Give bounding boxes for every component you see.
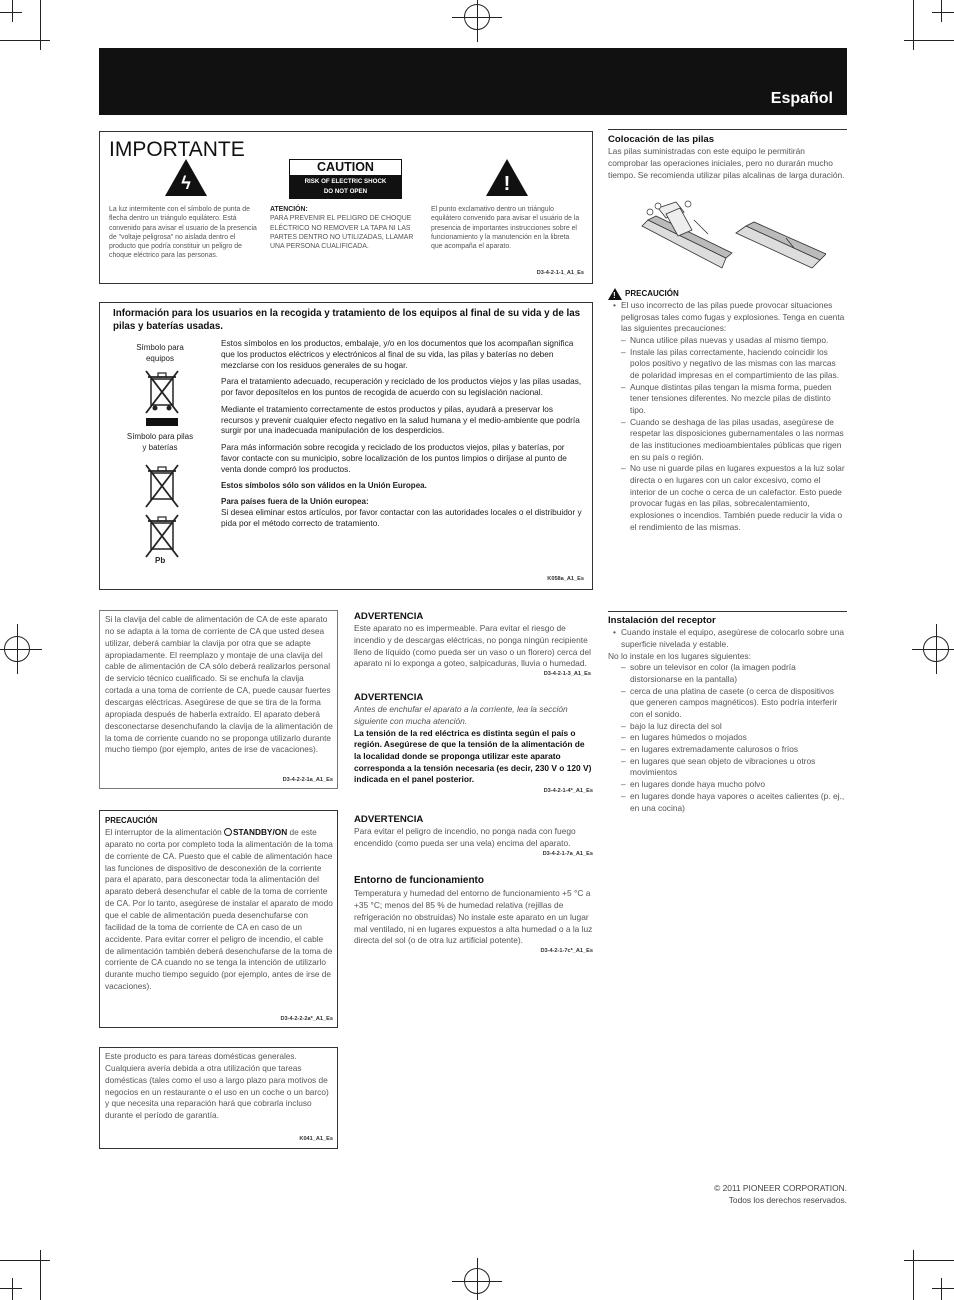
- batteries-rule: [608, 129, 847, 130]
- caution-sub1: RISK OF ELECTRIC SHOCK: [304, 178, 387, 185]
- weee-p4: Para más información sobre recogida y reciclado de los productos viejos, pilas y baterías, por favor contacte con su municipio, sobre localización de los puntos limpios o diríjase al punto de venta donde compró los productos.: [221, 442, 567, 474]
- right-column-batteries: [608, 133, 847, 181]
- warning1-code: D3-4-2-1-3_A1_Es: [543, 671, 591, 678]
- domestic-text: Este producto es para tareas domésticas generales. Cualquiera avería debida a otra utilización que tareas domésticas (tales como el uso a largo plazo para motivos de negocios en un restaurante o el uso en un coche o un barco) y que necesita una reparación hará que cobrarla incluso durante el período de garantía.: [105, 1051, 329, 1121]
- right-column-install: [608, 614, 847, 814]
- caution-heading-row: [608, 288, 847, 300]
- caution-item: – No use ni guarde pilas en lugares expuestos a la luz solar directa o en lugares con un calor excesivo, como el interior de un coche o cerca de un calefactor. Esto puede provocar fugas en las pilas, sobrecalentamiento, explosiones o incendios. También puede reducir la vida o el rendimiento de las mismas.: [608, 463, 847, 533]
- standby-box: [99, 810, 338, 1028]
- pb-label: Pb: [155, 556, 166, 565]
- caution-heading: PRECAUCIÓN: [625, 289, 679, 299]
- lightning-explanation: La luz intermitente con el símbolo de punta de flecha dentro un triángulo equilátero. Está convenido para avisar el usuario de la presencia de "voltaje peligrosa" no aislada dentro el producto que podría constituir un peligro de choque eléctrico para las personas.: [109, 206, 257, 260]
- attention-heading: ATENCIÓN:: [270, 206, 308, 213]
- crossed-bin-icon: [142, 463, 182, 509]
- lightning-glyph: ϟ: [181, 173, 191, 193]
- power-icon: [224, 828, 232, 836]
- install-heading: Instalación del receptor: [608, 615, 716, 626]
- install-rule: [608, 611, 847, 612]
- remote-battery-illustration: [636, 198, 826, 278]
- weee-p6: Si desea eliminar estos artículos, por favor contactar con las autoridades locales o el distribuidor y pida por el método correcto de tratamiento.: [221, 507, 582, 529]
- caution-bullets: [608, 300, 847, 335]
- rights-line: Todos los derechos reservados.: [728, 1195, 847, 1206]
- important-title: IMPORTANTE: [109, 138, 245, 161]
- weee-heading: Información para los usuarios en la recogida y tratamiento de los equipos al final de su vida y de las pilas y baterías usadas.: [113, 308, 581, 332]
- warning2-italic: Antes de enchufar el aparato a la corriente, lea la sección siguiente con mucha atención.: [354, 704, 568, 727]
- caution-item: – Nunca utilice pilas nuevas y usadas al mismo tiempo.: [608, 335, 847, 347]
- domestic-box: [99, 1047, 338, 1149]
- attention-text: PARA PREVENIR EL PELIGRO DE CHOQUE ELÉCTRICO NO REMOVER LA TAPA NI LAS PARTES DENTRO NO UTILIZADAS, LLAMAR UNA PERSONA CUALIFICADA.: [270, 215, 414, 250]
- warning3-text: Para evitar el peligro de incendio, no ponga nada con fuego encendido (como pueda ser una vela) encima del aparato.: [354, 826, 576, 848]
- bin-bar: [146, 418, 178, 426]
- crossed-bin-pb-icon: [142, 513, 182, 559]
- install-item: – en lugares donde haya mucho polvo: [608, 779, 847, 791]
- warning2-code: D3-4-2-1-4*_A1_Es: [543, 788, 593, 795]
- warning2-heading: ADVERTENCIA: [354, 691, 424, 703]
- domestic-code: K041_A1_Es: [299, 1136, 333, 1143]
- batteries-text: Las pilas suministradas con este equipo le permitirán comprobar las operaciones iniciales, pero no durarán mucho tiempo. Se recomienda utilizar pilas alcalinas de larga duración.: [608, 146, 845, 180]
- batteries-heading: Colocación de las pilas: [608, 134, 715, 145]
- install-item: – en lugares extremadamente calurosos o fríos: [608, 744, 847, 756]
- weee-text: [221, 338, 583, 529]
- exclamation-glyph: !: [503, 173, 511, 195]
- caution-item: – Instale las pilas correctamente, haciendo coincidir los polos positivo y negativo de las mismas con las marcas de polaridad impresas en el compartimiento de las pilas.: [608, 347, 847, 382]
- caution-label: CAUTION: [317, 160, 374, 174]
- install-intro: No lo instale en los lugares siguientes:: [608, 650, 751, 661]
- plug-box: [99, 610, 338, 789]
- warning3-code: D3-4-2-1-7a_A1_Es: [542, 850, 593, 857]
- environment-heading: Entorno de funcionamiento: [354, 875, 484, 887]
- caution-label-box: [289, 159, 402, 199]
- warning-triangle-icon: !: [608, 288, 622, 300]
- copyright-line: © 2011 PIONEER CORPORATION.: [714, 1183, 847, 1193]
- symbol-battery-label: Símbolo para pilas y baterías: [126, 432, 194, 452]
- weee-p2: Para el tratamiento adecuado, recuperación y reciclado de los productos viejos y las pilas usadas, por favor deposítelos en los puntos de recogida de acuerdo con su legislación nacional.: [221, 376, 582, 398]
- standby-heading: PRECAUCIÓN: [105, 816, 158, 825]
- weee-p1: Estos símbolos en los productos, embalaje, y/o en los documentos que los acompañan significa que los productos eléctricos y electrónicos al final de su vida, las pilas y baterías no deben mezclarse con los residuos generales de su hogar.: [221, 338, 574, 370]
- install-item: – en lugares que sean objeto de vibraciones u otros movimientos: [608, 756, 847, 779]
- middle-column: [354, 610, 593, 956]
- language-banner: [99, 48, 847, 115]
- caution-item: – Aunque distintas pilas tengan la misma forma, pueden tener tensiones diferentes. No mezcle pilas de distinto tipo.: [608, 382, 847, 417]
- warning1-heading: ADVERTENCIA: [354, 611, 424, 622]
- caution-item: – Cuando se deshaga de las pilas usadas, asegúrese de respetar las disposiciones gubernamentales o las normas de las instituciones medioambientales públicas que rigen en su país o región.: [608, 417, 847, 464]
- weee-p3: Mediante el tratamiento correctamente de estos productos y pilas, ayudará a preservar los recursos y prevenir cualquier efecto negativo en la salud humana y el medio-ambiente que podría surgir por una inadecuada manipulación de los desperdicios.: [221, 403, 580, 436]
- install-bullets: [608, 627, 847, 650]
- environment-code: D3-4-2-1-7c*_A1_Es: [540, 947, 593, 954]
- install-item: – en lugares donde haya vapores o aceites calientes (p. ej., en una cocina): [608, 791, 847, 814]
- weee-p6-heading: Para países fuera de la Unión europea:: [221, 496, 369, 506]
- warning2-bold: La tensión de la red eléctrica es distinta según el país o región. Asegúrese de que la tensión de la alimentación de la localidad donde se proponga utilizar este aparato corresponda a la tensión necesaria (es decir, 230 V o 120 V) indicada en el panel posterior.: [354, 727, 592, 785]
- right-column-caution: [608, 288, 847, 533]
- copyright-footer: [714, 1182, 847, 1206]
- weee-box: [99, 302, 593, 590]
- install-item: – en lugares húmedos o mojados: [608, 732, 847, 744]
- weee-code: K058a_A1_Es: [547, 576, 584, 583]
- install-bullet: • Cuando instale el equipo, asegúrese de colocarlo sobre una superficie nivelada y estable.: [608, 627, 847, 650]
- standby-text: El interruptor de la alimentación STANDBY/ON de este aparato no corta por completo toda la alimentación de la toma de corriente de CA. Puesto que el cable de alimentación hace las funciones de dispositivo de desconexión de la corriente para el aparato, para desconectar toda la alimentación del aparato deberá desenchufar el cable de la toma de corriente de CA. Por lo tanto, asegúrese de instalar el aparato de modo que el cable de alimentación pueda desenchufarse con facilidad de la toma de corriente de CA en caso de un accidente. Para evitar correr el peligro de incendio, el cable de alimentación también deberá desenchufarse de la toma de corriente de CA cuando no se tenga la intención de utilizarlo durante mucho tiempo seguido (por ejemplo, antes de irse de vacaciones).: [105, 827, 333, 992]
- install-item: – bajo la luz directa del sol: [608, 721, 847, 733]
- standby-label: STANDBY/ON: [232, 827, 288, 837]
- caution-items: [608, 335, 847, 533]
- crossed-bin-icon: [142, 369, 182, 419]
- language-label: Español: [770, 89, 833, 107]
- warning1-text: Este aparato no es impermeable. Para evitar el riesgo de incendio y de descargas eléctricas, no ponga ningún recipiente lleno de líquido (como pueda ser un vaso o un florero) cerca del aparato ni lo exponga a goteo, salpicaduras, lluvia o humedad.: [354, 623, 591, 669]
- plug-text: Si la clavija del cable de alimentación de CA de este aparato no se adapta a la toma de corriente de CA que usted desea utilizar, deberá cambiar la clavija por otra que se adapte apropiadamente. El reemplazo y montaje de una clavija del cable de alimentación de CA sólo deberá realizarlos personal de servicio técnico cualificado. Si se enchufa la clavija cortada a una toma de corriente de CA, puede causar fuertes descargas eléctricas. Asegúrese de que se tira de la forma apropiada después de haberla extraído. El aparato deberá desconectarse desenchufando la clavija de la alimentación de la toma de corriente cuando no se proponga utilizarlo durante mucho tiempo (por ejemplo, antes de irse de vacaciones).: [105, 614, 333, 755]
- caution-sub2: DO NOT OPEN: [323, 188, 368, 195]
- standby-code: D3-4-2-2-2a*_A1_Es: [280, 1016, 333, 1023]
- warning3-heading: ADVERTENCIA: [354, 813, 424, 825]
- environment-text: Temperatura y humedad del entorno de funcionamiento +5 °C a +35 °C; menos del 85 % de humedad relativa (rejillas de refrigeración no obstruidas) No instale este aparato en un lugar mal ventilado, ni en lugares expuestos a alta humedad o a la luz directa del sol (o de otra luz artificial potente).: [354, 888, 593, 946]
- important-box: [99, 131, 593, 284]
- install-items: [608, 662, 847, 814]
- caution-bullet: • El uso incorrecto de las pilas puede provocar situaciones peligrosas tales como fugas y explosiones. Tenga en cuenta las siguientes precauciones:: [608, 300, 847, 335]
- plug-code: D3-4-2-2-1a_A1_Es: [282, 777, 333, 784]
- install-item: – cerca de una platina de casete (o cerca de dispositivos que generen campos magnéticos). Esto podría interferir con el sonido.: [608, 686, 847, 721]
- exclamation-explanation: El punto exclamativo dentro un triángulo equilátero convenido para avisar el usuário de la presencia de importantes instrucciones sobre el funcionamiento y la manutención en la libreta que acompaña el aparato.: [431, 206, 580, 250]
- symbol-equipment-label: Símbolo para equipos: [136, 343, 184, 363]
- weee-p5: Estos símbolos sólo son válidos en la Unión Europea.: [221, 480, 427, 490]
- important-code: D3-4-2-1-1_A1_Es: [536, 270, 584, 277]
- caution-explanation: [270, 205, 422, 251]
- install-item: – sobre un televisor en color (la imagen podría distorsionarse en la pantalla): [608, 662, 847, 685]
